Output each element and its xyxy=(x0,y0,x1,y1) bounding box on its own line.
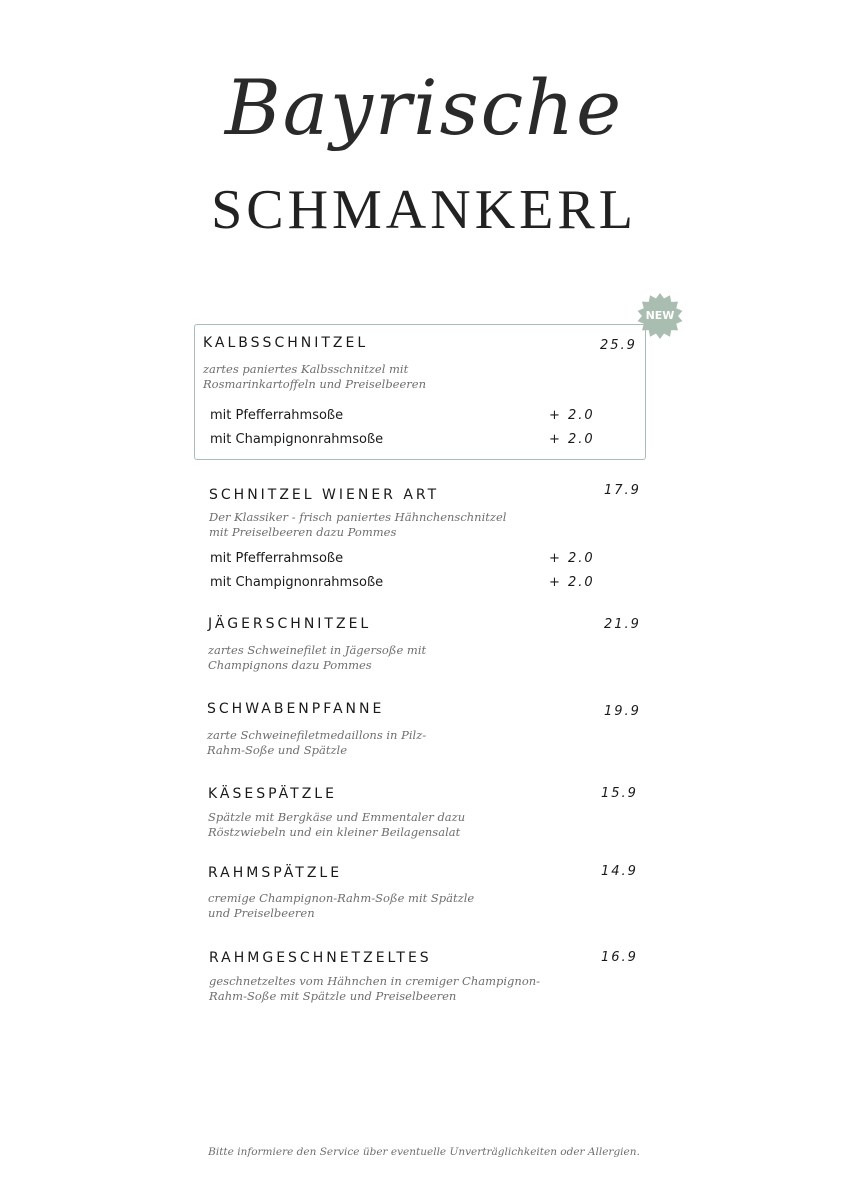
item-description-line: cremige Champignon-Rahm-Soße mit Spätzle xyxy=(208,891,475,905)
item-name: SCHWABENPFANNE xyxy=(207,701,385,717)
item-description xyxy=(208,891,474,921)
item-name: KALBSSCHNITZEL xyxy=(203,335,369,351)
item-description-line: und Preiselbeeren xyxy=(208,906,315,920)
item-price: 16.9 xyxy=(601,950,638,965)
addon-price: + 2.0 xyxy=(549,408,595,423)
addon-name: mit Champignonrahmsoße xyxy=(210,432,384,447)
addon-price: + 2.0 xyxy=(549,432,595,447)
item-description xyxy=(207,728,426,758)
item-description-line: Champignons dazu Pommes xyxy=(208,658,372,672)
item-description-line: Der Klassiker - frisch paniertes Hähnchenschnitzel xyxy=(209,510,507,524)
addon-name: mit Champignonrahmsoße xyxy=(210,575,384,590)
item-description-line: Rahm-Soße und Spätzle xyxy=(207,743,348,757)
addon-price: + 2.0 xyxy=(549,575,595,590)
item-description xyxy=(209,974,540,1004)
item-description xyxy=(208,643,426,673)
addon-price: + 2.0 xyxy=(549,551,595,566)
item-description-line: Röstzwiebeln und ein kleiner Beilagensalat xyxy=(208,825,461,839)
item-price: 15.9 xyxy=(601,786,638,801)
item-price: 21.9 xyxy=(604,617,641,632)
item-name: RAHMSPÄTZLE xyxy=(208,865,343,881)
item-price: 14.9 xyxy=(601,864,638,879)
new-badge xyxy=(636,292,684,340)
item-description-line: Rosmarinkartoffeln und Preiselbeeren xyxy=(203,377,427,391)
item-description-line: geschnetzeltes vom Hähnchen in cremiger Champignon- xyxy=(209,974,541,988)
addon-name: mit Pfefferrahmsoße xyxy=(210,551,344,566)
item-price: 19.9 xyxy=(604,704,641,719)
item-description xyxy=(208,810,465,840)
item-description-line: Rahm-Soße mit Spätzle und Preiselbeeren xyxy=(209,989,457,1003)
item-name: KÄSESPÄTZLE xyxy=(208,786,337,802)
item-description-line: zartes paniertes Kalbsschnitzel mit xyxy=(203,362,409,376)
addon-name: mit Pfefferrahmsoße xyxy=(210,408,344,423)
item-description-line: zarte Schweinefiletmedaillons in Pilz- xyxy=(207,728,427,742)
item-description-line: mit Preiselbeeren dazu Pommes xyxy=(209,525,397,539)
item-name: SCHNITZEL WIENER ART xyxy=(209,487,440,503)
allergy-note: Bitte informiere den Service über eventuelle Unverträglichkeiten oder Allergien. xyxy=(208,1146,640,1158)
item-name: JÄGERSCHNITZEL xyxy=(208,616,372,632)
item-name: RAHMGESCHNETZELTES xyxy=(209,950,432,966)
item-description-line: zartes Schweinefilet in Jägersoße mit xyxy=(208,643,427,657)
item-description xyxy=(209,510,506,540)
page-title: SCHMANKERL xyxy=(211,179,637,241)
new-badge-label: NEW xyxy=(645,309,675,322)
script-title: Bayrische xyxy=(224,63,624,152)
item-description-line: Spätzle mit Bergkäse und Emmentaler dazu xyxy=(208,810,466,824)
item-price: 25.9 xyxy=(600,338,637,353)
item-description xyxy=(203,362,426,392)
item-price: 17.9 xyxy=(604,483,641,498)
